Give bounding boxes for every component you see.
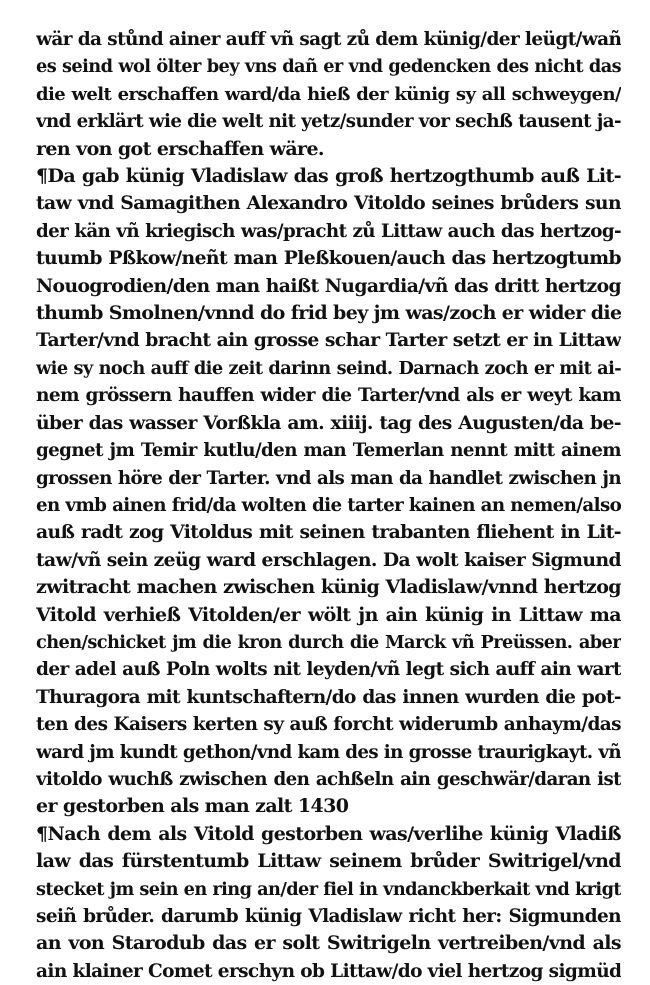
text-line: der adel auß Poln wolts nit leyden/vñ legt sich auff ain wart	[36, 659, 621, 681]
text-line: der kän vñ kriegisch was/pracht zů Littaw auch das hertzog-	[36, 220, 621, 242]
text-line: Nouogrodien/den man haißt Nugardia/vñ das dritt hertzog	[36, 274, 621, 297]
text-line: ward jm kundt gethon/vnd kam des in grosse traurigkayt. vñ	[36, 741, 621, 763]
text-line: thumb Smolnen/vnnd do frid bey jm was/zoch er wider die	[36, 302, 621, 325]
text-line: vitoldo wuchß zwischen den achßeln ain geschwär/daran ist	[36, 768, 621, 790]
text-line: es seind wol ölter bey vns dañ er vnd gedencken des nicht das	[36, 56, 621, 78]
text-line: nem grössern hauffen wider die Tarter/vnd als er weyt kam	[36, 385, 621, 407]
text-line: stecket jm sein en ring an/der fiel in vndanckberkait vnd krigt	[36, 878, 621, 900]
text-line: taw/vñ sein zeüg ward erschlagen. Da wolt kaiser Sigmund	[36, 548, 621, 571]
text-line: gegnet jm Temir kutlu/den man Temerlan nennt mitt ainem	[36, 440, 621, 462]
text-line: wär da stůnd ainer auff vñ sagt zů dem künig/der leügt/wañ	[36, 29, 621, 50]
text-line: chen/schicket jm die kron durch die Marck vñ Preüssen. aber	[36, 631, 621, 653]
text-line: über das wasser Vorßkla am. xiiij. tag des Augusten/da be-	[36, 411, 621, 434]
text-line: er gestorben als man zalt 1430	[36, 795, 349, 818]
text-line: en vmb ainen frid/da wolten die tarter kainen an nemen/also	[36, 494, 621, 516]
text-line: law das fürstentumb Littaw seinem brůder Switrigel/vnd	[36, 850, 621, 873]
text-line: tuumb Pßkow/neñt man Pleßkouen/auch das hertzogtumb	[36, 247, 621, 270]
text-line: Vitold verhieß Vitolden/er wölt jn ain künig in Littaw ma	[36, 603, 621, 626]
text-line: Tarter/vnd bracht ain grosse schar Tarter setzt er in Littaw	[36, 329, 621, 352]
text-line: Thuragora mit kuntschaftern/do das innen wurden die pot-	[36, 686, 621, 708]
text-line: an von Starodub das er solt Switrigeln vertreiben/vnd als	[36, 932, 621, 955]
text-line: auß radt zog Vitoldus mit seinen trabanten fliehent in Lit-	[36, 521, 621, 544]
text-line: zwitracht machen zwischen künig Vladislaw/vnnd hertzog	[36, 576, 621, 599]
text-line: vnd erklärt wie die welt nit yetz/sunder vor sechß tausent ja-	[36, 111, 621, 133]
text-line: ren von got erschaffen wäre.	[36, 137, 324, 160]
text-line: grossen höre der Tarter. vnd als man da handlet zwischen jn	[36, 467, 621, 489]
text-line: ten des Kaisers kerten sy auß forcht widerumb anhaym/das	[36, 714, 621, 736]
text-line: seiñ brůder. darumb künig Vladislaw richt her: Sigmunden	[36, 906, 621, 927]
text-line: ain klainer Comet erschyn ob Littaw/do viel hertzog sigmüd	[36, 960, 621, 982]
text-block	[36, 26, 621, 985]
text-line: taw vnd Samagithen Alexandro Vitoldo seines brůders sun	[36, 192, 621, 215]
text-line: ¶Nach dem als Vitold gestorben was/verlihe künig Vladiß	[36, 822, 621, 845]
text-line: die welt erschaffen ward/da hieß der künig sy all schweygen/	[36, 83, 621, 105]
text-line: wie sy noch auff die zeit darinn seind. Darnach zoch er mit ai-	[36, 357, 621, 379]
text-line: ¶Da gab künig Vladislaw das groß hertzogthumb auß Lit-	[36, 165, 621, 188]
